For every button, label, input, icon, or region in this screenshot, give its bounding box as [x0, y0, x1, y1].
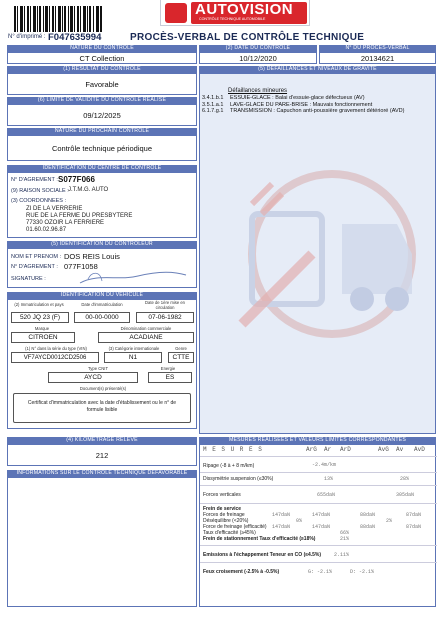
ripage-value: -2.4m/km [312, 462, 337, 468]
mesures-label: MESURES REALISEES ET VALEURS LIMITES CORRESPONDANTES [199, 437, 436, 444]
frein-service-label: Frein de service [203, 506, 242, 512]
frein-stationnement-value: 21% [340, 536, 350, 542]
date-circulation: 07-06-1982 [136, 312, 194, 323]
km-label: (4) KILOMETRAGE RELEVE [7, 437, 197, 444]
date-value: 10/12/2020 [199, 52, 317, 64]
feux-croisement-label: Feux croisement (-2.5% à -0.5%) [203, 569, 280, 575]
resultat-value: Favorable [7, 73, 197, 95]
forces-verticales-label: Forces verticales [203, 492, 241, 498]
controleur-nom: DOS REIS Louis [64, 252, 120, 261]
energie: ES [148, 372, 192, 383]
defaillances-label: (5) DEFAILLANCES ET NIVEAUX DE GRAVITE [199, 66, 436, 73]
controleur-agrement: 077F1058 [64, 262, 98, 271]
barcode [14, 6, 102, 32]
controleur-label: (5) IDENTIFICATION DU CONTROLEUR [7, 241, 197, 248]
defaillances-list [202, 95, 432, 115]
pv-value: 20134621 [319, 52, 436, 64]
pv-label: N° DU PROCES-VERBAL [319, 45, 436, 52]
marque: CITROEN [11, 332, 75, 343]
immatriculation: 520 JQ 23 (F) [11, 312, 69, 323]
raison-sociale: J.T.M.G. AUTO [68, 187, 109, 193]
categorie: N1 [104, 352, 162, 363]
emissions-label: Emissions à l'échappement Teneur en CO (≤4.5%) [203, 552, 322, 558]
centre-agrement: S077F066 [58, 175, 95, 184]
imprime-label: N° d'imprimé : [8, 34, 46, 40]
genre: CTTE [168, 352, 194, 363]
centre-box: N° D'AGREMENT : S077F066 (9) RAISON SOCIALE : J.T.M.G. AUTO (3) COORDONNEES : ZI DE LA VERRERIE RUE DE LA FERME DU PRESBYTERE 77330 OZOIR LA FERRIERE 01.60.02.96.87 [7, 172, 197, 238]
centre-address: ZI DE LA VERRERIE RUE DE LA FERME DU PRESBYTERE 77330 OZOIR LA FERRIERE 01.60.02.96.87 [26, 206, 133, 233]
defaillances-mineures-title: Défaillances mineures [228, 88, 288, 94]
defaillances-box [199, 73, 436, 434]
info-defavorable-box [7, 477, 197, 607]
prochain-value: Contrôle technique périodique [7, 135, 197, 161]
prochain-label: NATURE DU PROCHAIN CONTROLE [7, 128, 197, 135]
feux-croisement-d: D: -2.1% [350, 569, 375, 575]
date-label: (2) DATE DU CONTROLE [199, 45, 317, 52]
defaillance-item: 3.4.1.b.1 ESSUIE-GLACE : Balai d'essuie-glace défectueux (AV) [202, 95, 365, 101]
defaillance-item: 3.5.1.a.1 LAVE-GLACE DU PARE-BRISE : Mauvais fonctionnement [202, 101, 373, 108]
mesures-box: M E S U R E S ArG Ar ArD AvG Av AvD Ripage (-8 à + 8 m/km) -2.4m/km Dissymétrie suspension (≤30%) 13% 28% Forces verticales 655daN 305daN Frein de service Forces de freinage 147daN 147daN 88daN 87daN Déséquilibre (<20%) 0% 2% Force de freinage (efficacité) 147daN 147daN 88daN 87daN Taux d'efficacité (≥45%) 66% Frein de stationnement Taux d'efficacité (≥18%) 21% Emissions à l'échappement Teneur en CO (≤4.5%) 2.11% Feux croisement (-2.5% à -0.5%) G: -2.1% D: -2.1% [199, 444, 436, 607]
feux-croisement-g: G: -2.1% [308, 569, 333, 575]
vehicule-box: (2) Immatriculation et pays Date d'immatriculation Date de 1ère mise en circulation 520 JQ 23 (F) 00-00-0000 07-06-1982 Marque Dénomination commerciale CITROEN ACADIANE (1) N° dans la série du type (VIN) (3) Catégorie internationale Genre VF7AYCD0012CD2506 N1 CTTE Type CNIT Energie AYCD ES Document(s) présenté(s) Certificat d'immatriculation avec la date d'établissement ou le n° de formule lisible [7, 299, 197, 429]
logo: AUTOVISION CONTRÔLE TECHNIQUE AUTOMOBILE [160, 0, 310, 26]
forces-verticales-av: 305daN [396, 492, 415, 498]
signature-scribble [78, 267, 188, 287]
car-watermark-icon [222, 154, 422, 354]
page-title: PROCÈS-VERBAL DE CONTRÔLE TECHNIQUE [130, 32, 365, 43]
info-defavorable-label: INFORMATIONS SUR LE CONTROLE TECHNIQUE DEFAVORABLE [7, 470, 197, 477]
forces-verticales-ar: 655daN [317, 492, 336, 498]
ripage-label: Ripage (-8 à + 8 m/km) [203, 463, 255, 469]
type-cnit: AYCD [48, 372, 138, 383]
dissymetrie-av: 28% [400, 476, 410, 482]
validite-label: (6) LIMITE DE VALIDITE DU CONTROLE REALISE [7, 97, 197, 104]
frein-stationnement-label: Frein de stationnement Taux d'efficacité (≥18%) [203, 536, 316, 542]
dissymetrie-ar: 13% [324, 476, 334, 482]
vin: VF7AYCD0012CD2506 [11, 352, 99, 363]
date-immatriculation: 00-00-0000 [74, 312, 130, 323]
emissions-value: 2.11% [334, 552, 350, 558]
imprime-number: F047635994 [48, 32, 102, 43]
resultat-label: (1) RESULTAT DU CONTROLE [7, 66, 197, 73]
validite-value: 09/12/2025 [7, 104, 197, 126]
vehicule-label: IDENTIFICATION DU VEHICULE [7, 292, 197, 299]
defaillance-item: 6.1.7.g.1 TRANSMISSION : Capuchon anti-poussière gravement détérioré (AVD) [202, 108, 405, 114]
km-value: 212 [7, 444, 197, 466]
nature-value: CT Collection [7, 52, 197, 64]
documents-presentes: Certificat d'immatriculation avec la date d'établissement ou le n° de formule lisible [13, 393, 191, 423]
denomination: ACADIANE [98, 332, 194, 343]
dissymetrie-label: Dissymétrie suspension (≤30%) [203, 476, 274, 482]
nature-label: NATURE DU CONTROLE [7, 45, 197, 52]
centre-label: IDENTIFICATION DU CENTRE DE CONTROLE [7, 165, 197, 172]
mesures-header-row: M E S U R E S ArG Ar ArD AvG Av AvD [200, 446, 437, 457]
controleur-box: NOM ET PRENOM : DOS REIS Louis N° D'AGREMENT : 077F1058 SIGNATURE : [7, 248, 197, 288]
